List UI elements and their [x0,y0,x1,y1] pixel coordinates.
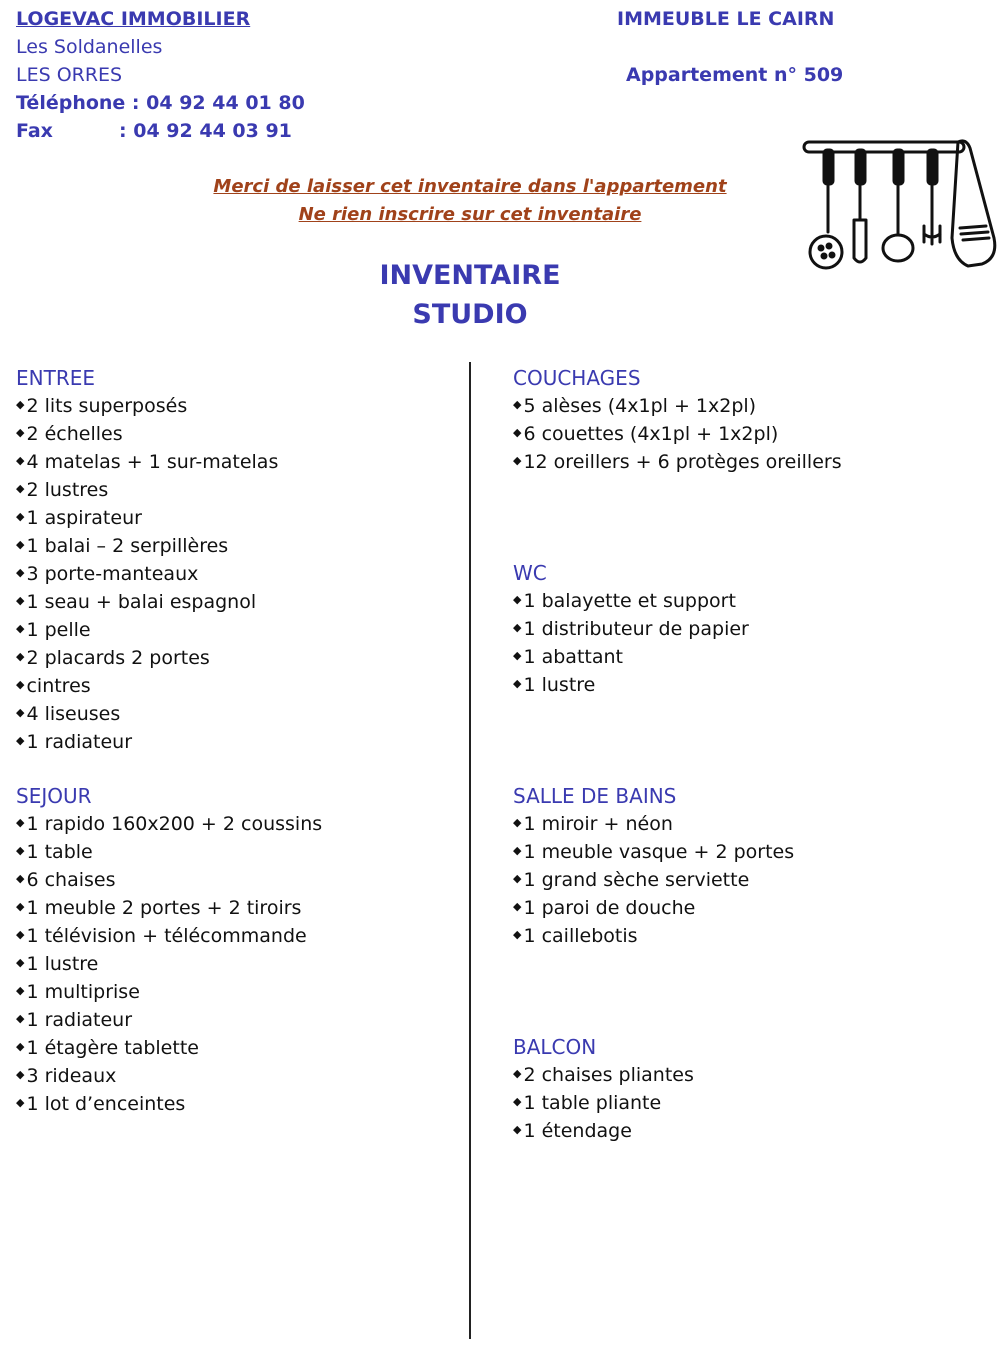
list-item-label: 1 rapido 160x200 + 2 coussins [26,813,323,835]
list-item [16,894,322,922]
apartment-number: Appartement n° 509 [626,64,844,86]
list-item [513,392,842,420]
section-title: SEJOUR [16,784,92,808]
phone-row [16,92,305,114]
bullet-icon: ◆ [513,648,522,662]
list-item-label: 1 seau + balai espagnol [26,591,257,613]
list-item [513,615,749,643]
bullet-icon: ◆ [16,649,25,663]
list-item [513,922,794,950]
bullet-icon: ◆ [16,1011,25,1025]
list-item [16,532,278,560]
list-item-label: 1 paroi de douche [523,897,696,919]
list-item-label: 1 meuble 2 portes + 2 tiroirs [26,897,302,919]
list-item-label: 1 distributeur de papier [523,618,749,640]
list-item [513,838,794,866]
bullet-icon: ◆ [16,1067,25,1081]
list-item-label: 6 couettes (4x1pl + 1x2pl) [523,423,779,445]
list-item-label: 4 liseuses [26,703,121,725]
list-item-label: 1 étagère tablette [26,1037,199,1059]
list-item [513,1061,694,1089]
bullet-icon: ◆ [16,843,25,857]
bullet-icon: ◆ [16,983,25,997]
phone-value: 04 92 44 01 80 [146,92,305,114]
bullet-icon: ◆ [16,815,25,829]
section-title: ENTREE [16,366,95,390]
list-item [16,672,278,700]
bullet-icon: ◆ [16,955,25,969]
list-item-label: 2 lits superposés [26,395,188,417]
list-item [16,644,278,672]
list-item-label: 1 radiateur [26,731,133,753]
item-list [513,810,794,950]
list-item [513,643,749,671]
column-divider [469,362,471,1339]
list-item-label: 1 lustre [26,953,99,975]
notice-line-1: Merci de laisser cet inventaire dans l'appartement [213,176,727,197]
list-item-label: 2 placards 2 portes [26,647,210,669]
fax-value-row [119,120,292,142]
bullet-icon: ◆ [16,425,25,439]
bullet-icon: ◆ [16,927,25,941]
list-item-label: 2 échelles [26,423,123,445]
fax-value: 04 92 44 03 91 [133,120,292,142]
section-balcon [513,1033,694,1145]
bullet-icon: ◆ [16,397,25,411]
list-item-label: 1 télévision + télécommande [26,925,307,947]
bullet-icon: ◆ [513,1094,522,1108]
list-item-label: 12 oreillers + 6 protèges oreillers [523,451,842,473]
bullet-icon: ◆ [16,733,25,747]
list-item [513,866,794,894]
bullet-icon: ◆ [513,843,522,857]
list-item-label: 1 lustre [523,674,596,696]
item-list [513,392,842,476]
bullet-icon: ◆ [513,397,522,411]
section-sejour [16,782,322,1118]
item-list [513,1061,694,1145]
list-item [16,616,278,644]
bullet-icon: ◆ [16,593,25,607]
section-title: WC [513,561,547,585]
list-item-label: 3 porte-manteaux [26,563,199,585]
list-item-label: 1 table [26,841,93,863]
list-item [513,894,794,922]
section-title: SALLE DE BAINS [513,784,677,808]
list-item-label: 1 abattant [523,646,623,668]
address-line-2: LES ORRES [16,64,123,86]
list-item-label: 1 meuble vasque + 2 portes [523,841,795,863]
list-item-label: 1 radiateur [26,1009,133,1031]
bullet-icon: ◆ [16,481,25,495]
item-list [513,587,749,699]
list-item-label: 1 lot d’enceintes [26,1093,186,1115]
bullet-icon: ◆ [16,509,25,523]
bullet-icon: ◆ [16,677,25,691]
list-item [16,1006,322,1034]
list-item-label: 1 balayette et support [523,590,736,612]
bullet-icon: ◆ [513,815,522,829]
bullet-icon: ◆ [513,871,522,885]
bullet-icon: ◆ [16,871,25,885]
list-item [16,950,322,978]
bullet-icon: ◆ [513,676,522,690]
list-item [513,1089,694,1117]
list-item [16,448,278,476]
bullet-icon: ◆ [16,537,25,551]
bullet-icon: ◆ [16,899,25,913]
phone-label: Téléphone : [16,92,140,114]
page-title: INVENTAIRE [379,260,561,291]
list-item [16,1062,322,1090]
bullet-icon: ◆ [16,621,25,635]
list-item-label: 1 miroir + néon [523,813,673,835]
bullet-icon: ◆ [16,565,25,579]
list-item [16,504,278,532]
section-title: COUCHAGES [513,366,641,390]
list-item [16,476,278,504]
list-item-label: 1 balai – 2 serpillères [26,535,229,557]
bullet-icon: ◆ [513,899,522,913]
bullet-icon: ◆ [513,592,522,606]
list-item [513,810,794,838]
list-item [16,866,322,894]
list-item-label: 6 chaises [26,869,116,891]
bullet-icon: ◆ [16,705,25,719]
list-item-label: 1 table pliante [523,1092,662,1114]
list-item [513,587,749,615]
list-item [513,448,842,476]
list-item-label: 1 caillebotis [523,925,638,947]
bullet-icon: ◆ [513,1122,522,1136]
section-title: BALCON [513,1035,597,1059]
bullet-icon: ◆ [513,1066,522,1080]
list-item-label: 4 matelas + 1 sur-matelas [26,451,279,473]
list-item-label: 1 multiprise [26,981,140,1003]
item-list [16,392,278,756]
fax-label: Fax [16,120,53,142]
list-item-label: 2 chaises pliantes [523,1064,694,1086]
list-item-label: 2 lustres [26,479,109,501]
address-line-1: Les Soldanelles [16,36,163,58]
list-item [16,810,322,838]
item-list [16,810,322,1118]
bullet-icon: ◆ [16,1039,25,1053]
list-item [513,420,842,448]
section-salle-de-bains [513,782,794,950]
list-item-label: 1 aspirateur [26,507,142,529]
fax-separator: : [119,120,127,142]
page-subtitle: STUDIO [412,299,528,330]
list-item [16,560,278,588]
list-item [16,978,322,1006]
list-item-label: 1 pelle [26,619,91,641]
list-item-label: 1 grand sèche serviette [523,869,750,891]
list-item [16,420,278,448]
bullet-icon: ◆ [513,620,522,634]
list-item-label: 5 alèses (4x1pl + 1x2pl) [523,395,757,417]
bullet-icon: ◆ [513,927,522,941]
company-name: LOGEVAC IMMOBILIER [16,8,251,30]
list-item [16,588,278,616]
notice-line-2: Ne rien inscrire sur cet inventaire [298,204,642,225]
list-item [16,1090,322,1118]
bullet-icon: ◆ [513,453,522,467]
list-item-label: 3 rideaux [26,1065,117,1087]
section-couchages [513,364,842,476]
bullet-icon: ◆ [16,1095,25,1109]
building-name: IMMEUBLE LE CAIRN [617,8,835,30]
section-wc [513,559,749,699]
list-item [513,671,749,699]
list-item [16,700,278,728]
list-item-label: cintres [26,675,91,697]
section-entree [16,364,278,756]
list-item-label: 1 étendage [523,1120,632,1142]
list-item [513,1117,694,1145]
list-item [16,728,278,756]
list-item [16,1034,322,1062]
list-item [16,392,278,420]
list-item [16,838,322,866]
list-item [16,922,322,950]
bullet-icon: ◆ [16,453,25,467]
bullet-icon: ◆ [513,425,522,439]
